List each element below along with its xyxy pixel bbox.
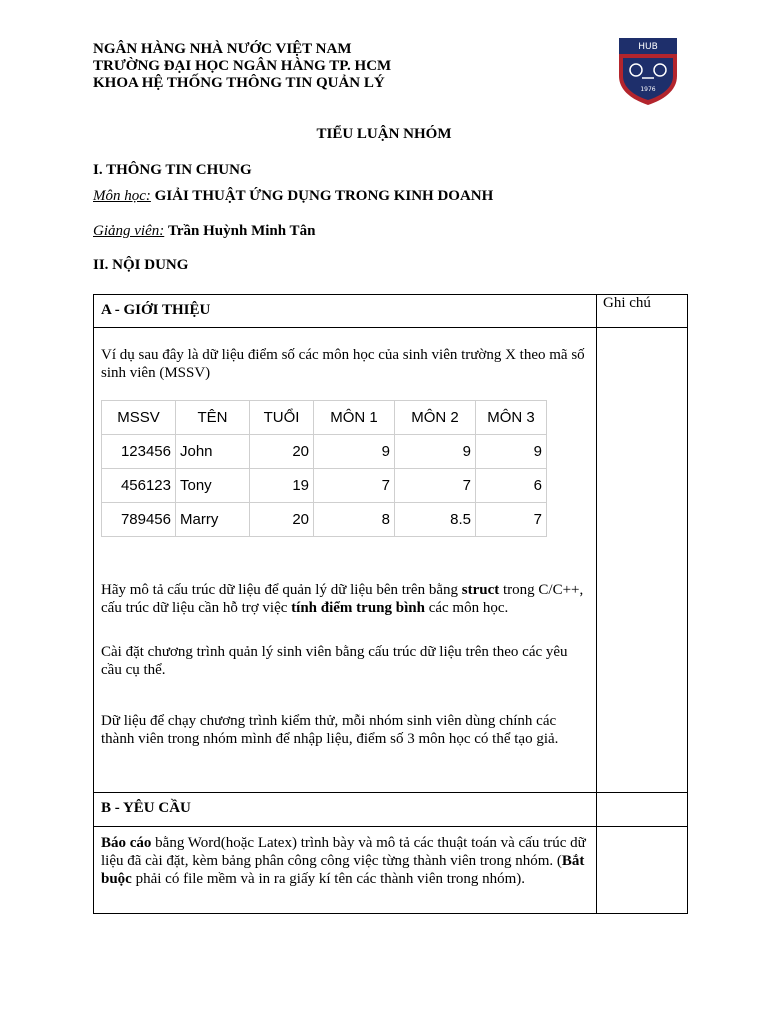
- test-data-paragraph: Dữ liệu để chạy chương trình kiểm thử, mỗi nhóm sinh viên dùng chính các thành viên trong nhóm mình để nhập liệu, điểm số 3 môn học có thể tạo giả.: [101, 713, 559, 747]
- col-header: MÔN 3: [476, 401, 547, 435]
- col-header: MÔN 1: [314, 401, 395, 435]
- table-cell: 20: [250, 503, 314, 537]
- col-header: TUỔI: [250, 401, 314, 435]
- table-cell: 20: [250, 435, 314, 469]
- table-cell: John: [176, 435, 250, 469]
- table-header-row: [102, 401, 547, 435]
- header-line-3: KHOA HỆ THỐNG THÔNG TIN QUẢN LÝ: [93, 75, 385, 91]
- intro-paragraph: Ví dụ sau đây là dữ liệu điểm số các môn học của sinh viên trường X theo mã số sinh viên (MSSV): [101, 347, 585, 381]
- table-cell: 9: [395, 435, 476, 469]
- table-cell: 9: [476, 435, 547, 469]
- report-paragraph: [101, 834, 591, 888]
- section-1-heading: I. THÔNG TIN CHUNG: [93, 162, 252, 178]
- table-cell: 19: [250, 469, 314, 503]
- header-line-1: NGÂN HÀNG NHÀ NƯỚC VIỆT NAM: [93, 41, 352, 57]
- table-cell: 6: [476, 469, 547, 503]
- institution-header: [93, 41, 391, 92]
- struct-text-1: Hãy mô tả cấu trúc dữ liệu để quản lý dữ liệu bên trên bằng: [101, 582, 462, 598]
- part-b-title: B - YÊU CẦU: [101, 800, 191, 816]
- table-cell: 123456: [102, 435, 176, 469]
- student-data-table: [101, 400, 547, 537]
- table-cell: 7: [476, 503, 547, 537]
- logo-year: 1976: [640, 86, 656, 93]
- table-cell: Tony: [176, 469, 250, 503]
- lecturer-line: [93, 223, 315, 240]
- document-title: TIỂU LUẬN NHÓM: [316, 126, 452, 142]
- lecturer-value: Trần Huỳnh Minh Tân: [167, 223, 316, 239]
- table-row: [102, 503, 547, 537]
- report-keyword: Báo cáo: [101, 835, 152, 851]
- table-row: [102, 469, 547, 503]
- university-logo: [617, 36, 679, 106]
- logo-letters: HUB: [638, 42, 658, 52]
- table-cell: 789456: [102, 503, 176, 537]
- row-divider-b-top: [93, 792, 688, 793]
- note-column-header: Ghi chú: [603, 295, 651, 311]
- table-row: [102, 435, 547, 469]
- lecturer-label: Giảng viên:: [93, 223, 165, 239]
- subject-value: GIẢI THUẬT ỨNG DỤNG TRONG KINH DOANH: [154, 188, 494, 204]
- implementation-paragraph: Cài đặt chương trình quản lý sinh viên bằng cấu trúc dữ liệu trên theo các yêu cầu cụ thể.: [101, 644, 568, 678]
- col-header: MÔN 2: [395, 401, 476, 435]
- report-text-2: phải có file mềm và in ra giấy kí tên các thành viên trong nhóm).: [131, 871, 526, 887]
- table-cell: 8.5: [395, 503, 476, 537]
- column-divider: [596, 294, 597, 914]
- report-text-1: bằng Word(hoặc Latex) trình bày và mô tả các thuật toán và cấu trúc dữ liệu đã cài đặt, kèm bảng phân công công việc từng thành viên trong nhóm. (: [101, 835, 586, 869]
- table-cell: Marry: [176, 503, 250, 537]
- struct-text-2: trong C/C++, cấu trúc dữ liệu cần hỗ trợ việc: [101, 582, 584, 616]
- subject-label: Môn học:: [93, 188, 151, 204]
- table-cell: 456123: [102, 469, 176, 503]
- mandatory-keyword: Bắt buộc: [101, 853, 585, 887]
- struct-keyword: struct: [461, 582, 500, 598]
- struct-text-3: các môn học.: [424, 600, 509, 616]
- table-cell: 7: [395, 469, 476, 503]
- row-divider-a: [93, 327, 688, 328]
- average-keyword: tính điểm trung bình: [291, 600, 425, 616]
- col-header: MSSV: [102, 401, 176, 435]
- subject-line: [93, 188, 493, 205]
- section-2-heading: II. NỘI DUNG: [93, 257, 189, 273]
- table-cell: 7: [314, 469, 395, 503]
- table-cell: 8: [314, 503, 395, 537]
- row-divider-b: [93, 826, 688, 827]
- header-line-2: TRƯỜNG ĐẠI HỌC NGÂN HÀNG TP. HCM: [93, 58, 392, 74]
- col-header: TÊN: [176, 401, 250, 435]
- table-cell: 9: [314, 435, 395, 469]
- part-a-title: A - GIỚI THIỆU: [101, 302, 211, 318]
- struct-paragraph: [101, 581, 591, 617]
